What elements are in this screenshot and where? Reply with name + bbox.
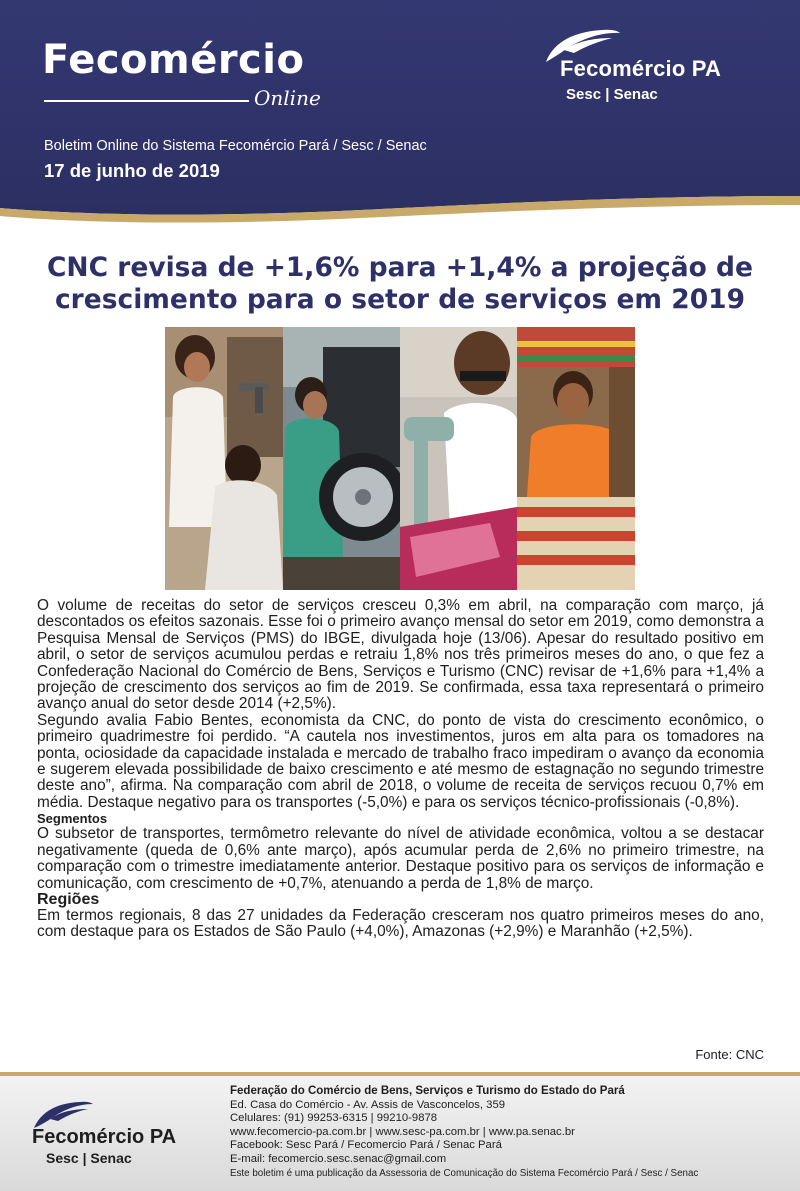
footer-contact — [230, 1085, 790, 1180]
footer-logo-name: Fecomércio PA — [32, 1126, 177, 1148]
photo-hairdresser — [165, 327, 283, 590]
footer-phones: Celulares: (91) 99253-6315 | 99210-9878 — [230, 1112, 438, 1125]
article-paragraph-4: Em termos regionais, 8 das 27 unidades da Federação cresceram nos quatro primeiros meses do ano, com destaque para os Estados de São Paulo (+4,0%), Amazonas (+2,9%) e Maranhão (+2,5%). — [37, 906, 764, 941]
header-banner — [0, 0, 800, 240]
logo-subtitle: Sesc | Senac — [566, 86, 658, 103]
headline-line-2: crescimento para o setor de serviços em 2019 — [54, 284, 746, 315]
fecomercio-pa-logo — [540, 28, 770, 108]
footer-organization: Federação do Comércio de Bens, Serviços e Turismo do Estado do Pará — [230, 1085, 625, 1097]
footer-logo-subtitle: Sesc | Senac — [46, 1150, 132, 1166]
photo-seamster — [400, 327, 517, 590]
logo-name: Fecomércio PA — [560, 56, 722, 81]
section-heading-segmentos: Segmentos — [37, 811, 108, 827]
brand-wordmark — [42, 36, 321, 110]
article-paragraph-2: Segundo avalia Fabio Bentes, economista da CNC, do ponto de vista do crescimento econômico, o primeiro quadrimestre foi perdido. “A cautela nos investimentos, juros em alta para os tomadores na ponta, ociosidade da capacidade instalada e mercado de trabalho fraco impediram o avanço da economia e sugerem elevada possibilidade de baixo crescimento e até mesmo de estagnação no segundo trimestre deste ano”, afirma. Na comparação com abril de 2018, o volume de receita de serviços recuou 0,7% em média. Destaque negativo para os transportes (-5,0%) e para os serviços técnico-profissionais (-0,8%). — [37, 711, 764, 811]
footer-email: E-mail: fecomercio.sesc.senac@gmail.com — [230, 1152, 447, 1165]
bulletin-date: 17 de junho de 2019 — [44, 160, 220, 181]
photo-mechanic — [283, 327, 400, 590]
brand-subtitle: Online — [254, 86, 321, 110]
footer-websites: www.fecomercio-pa.com.br | www.sesc-pa.com.br | www.pa.senac.br — [230, 1125, 575, 1138]
article-paragraph-1: O volume de receitas do setor de serviços cresceu 0,3% em abril, na comparação com março, já descontados os efeitos sazonais. Esse foi o primeiro avanço mensal do setor em 2019, como demonstra a Pesquisa Mensal de Serviços (PMS) do IBGE, divulgada hoje (13/06). Apesar do resultado positivo em abril, o setor de serviços acumulou perdas e retraiu 1,8% nos três primeiros meses do ano, o que fez a Confederação Nacional do Comércio de Bens, Serviços e Turismo (CNC) revisar de +1,6% para +1,4% a projeção de crescimento dos serviços ao fim de 2019. Se confirmada, essa taxa representará o primeiro avanço anual do setor desde 2014 (+2,5%). — [37, 597, 764, 713]
section-heading-regioes: Regiões — [37, 890, 100, 908]
photo-grocer — [517, 327, 635, 590]
footer-address: Ed. Casa do Comércio - Av. Assis de Vasconcelos, 359 — [230, 1098, 506, 1111]
photo-collage — [165, 327, 635, 590]
brand-underline — [44, 100, 249, 102]
brand-title: Fecomércio — [42, 37, 305, 83]
footer-facebook: Facebook: Sesc Pará / Fecomercio Pará / Senac Pará — [230, 1139, 502, 1152]
headline — [20, 252, 780, 316]
bulletin-description: Boletim Online do Sistema Fecomércio Pará / Sesc / Senac — [44, 138, 427, 154]
article-body — [37, 598, 764, 941]
headline-line-1: CNC revisa de +1,6% para +1,4% a projeção de — [46, 252, 753, 283]
footer-logo — [32, 1100, 222, 1170]
article-paragraph-3: O subsetor de transportes, termômetro relevante do nível de atividade econômica, voltou a se destacar negativamente (queda de 0,6% ante março), após acumular perda de 2,6% no primeiro trimestre, na comparação com o trimestre imediatamente anterior. Destaque positivo para os serviços de informação e comunicação, com crescimento de +0,7%, atenuando a perda de 1,8% de março. — [37, 825, 764, 892]
footer-note: Este boletim é uma publicação da Assessoria de Comunicação do Sistema Fecomércio Pará / Sesc / Senac — [230, 1167, 699, 1179]
article-source: Fonte: CNC — [695, 1047, 764, 1062]
